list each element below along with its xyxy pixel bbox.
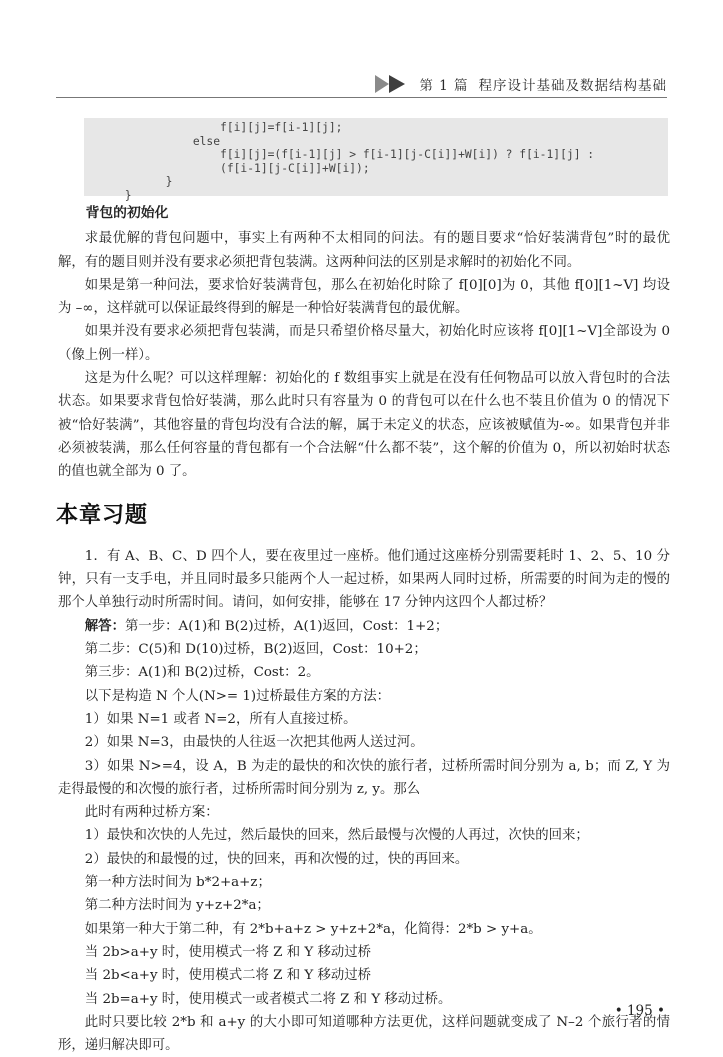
text-line: 1）如果 N=1 或者 N=2，所有人直接过桥。 <box>84 711 357 727</box>
answer-step: 第三步：A(1)和 B(2)过桥，Cost：2。 <box>84 665 320 681</box>
text-line: 3）如果 N>=4，设 A，B 为走的最快的和次快的旅行者，过桥所需时间分别为 a, b；而 Z, Y 为走得最慢的和次慢的旅行者，过桥所需时间分别为 z, y。那么 <box>58 758 670 797</box>
text-line: 此时只要比较 2*b 和 a+y 的大小即可知道哪种方法更优，这样问题就变成了 N–2 个旅行者的情形，递归解决即可。 <box>58 1014 670 1054</box>
page-number: • 195 • <box>614 1003 665 1019</box>
text-line: 如果第一种大于第二种，有 2*b+a+z > y+z+2*a，化简得：2*b > y+a。 <box>84 921 542 937</box>
text-line: 第一种方法时间为 b*2+a+z； <box>84 875 271 891</box>
section-heading-knapsack-init: 背包的初始化 <box>85 205 169 221</box>
text-line: 当 2b<a+y 时，使用模式二将 Z 和 Y 移动过桥 <box>84 968 372 984</box>
paragraph: 如果是第一种问法，要求恰好装满背包，那么在初始化时除了 f[0][0]为 0，其他 f[0][1~V] 均设为 –∞，这样就可以保证最终得到的解是一种恰好装满背包的最优解。 <box>58 277 670 317</box>
answer-step <box>58 615 670 638</box>
header-title: 程序设计基础及数据结构基础 <box>478 78 667 94</box>
text-line: 当 2b>a+y 时，使用模式一将 Z 和 Y 移动过桥 <box>84 944 372 960</box>
exercise-question: 1．有 A、B、C、D 四个人，要在夜里过一座桥。他们通过这座桥分别需要耗时 1、2、5、10 分钟，只有一支手电，并且同时最多只能两个人一起过桥，如果两人同时过桥，所需要的时间为走的慢的那个人单独行动时所需时间。请问，如何安排，能够在 17 分钟内这四个人都过桥？ <box>58 548 670 611</box>
text-line: 此时有两种过桥方案： <box>84 805 219 821</box>
answer-step: 第二步：C(5)和 D(10)过桥，B(2)返回，Cost：10+2； <box>84 642 427 658</box>
page-body <box>58 202 670 1057</box>
paragraph: 这是为什么呢？可以这样理解：初始化的 f 数组事实上就是在没有任何物品可以放入背包时的合法状态。如果要求背包恰好装满，那么此时只有容量为 0 的背包可以在什么也不装且价值为 0 的情况下被“恰好装满”，其他容量的背包均没有合法的解，属于未定义的状态，应该被赋值为-∞。如果背包并非必须被装满，那么任何容量的背包都有一个合法解“什么都不装”，这个解的价值为 0，所以初始时状态的值也就全部为 0 了。 <box>58 371 670 480</box>
text-line: 当 2b=a+y 时，使用模式一或者模式二将 Z 和 Y 移动过桥。 <box>84 991 452 1007</box>
header-rule <box>56 97 667 98</box>
text-line: 1）最快和次快的人先过，然后最快的回来，然后最慢与次慢的人再过，次快的回来； <box>84 828 589 844</box>
header-part: 第 1 篇 <box>419 78 469 94</box>
running-header <box>373 71 667 97</box>
text-line: 以下是构造 N 个人(N>= 1)过桥最佳方案的方法： <box>84 688 391 704</box>
code-text: f[i][j]=f[i-1][j]; else f[i][j]=(f[i-1][j] > f[i-1][j-C[i]]+W[i]) ? f[i-1][j] : (f[i-1][j-C[i]]+W[i]); } } <box>124 121 595 202</box>
text-line: 第二种方法时间为 y+z+2*a； <box>84 898 270 914</box>
text-line: 2）最快的和最慢的过，快的回来，再和次慢的过，快的再回来。 <box>84 851 469 867</box>
double-arrow-icon <box>373 74 409 94</box>
text-line: 2）如果 N=3，由最快的人往返一次把其他两人送过河。 <box>84 735 424 751</box>
paragraph: 如果并没有要求必须把背包装满，而是只希望价格尽量大，初始化时应该将 f[0][1~V]全部设为 0（像上例一样）。 <box>58 324 670 363</box>
answer-step-text: 第一步：A(1)和 B(2)过桥，A(1)返回，Cost：1+2； <box>124 618 449 634</box>
code-block <box>84 118 668 202</box>
chapter-exercises-heading: 本章习题 <box>56 502 149 528</box>
answer-label: 解答： <box>84 617 125 634</box>
paragraph: 求最优解的背包问题中，事实上有两种不太相同的问法。有的题目要求“恰好装满背包”时的最优解，有的题目则并没有要求必须把背包装满。这两种问法的区别是求解时的初始化不同。 <box>58 231 670 270</box>
